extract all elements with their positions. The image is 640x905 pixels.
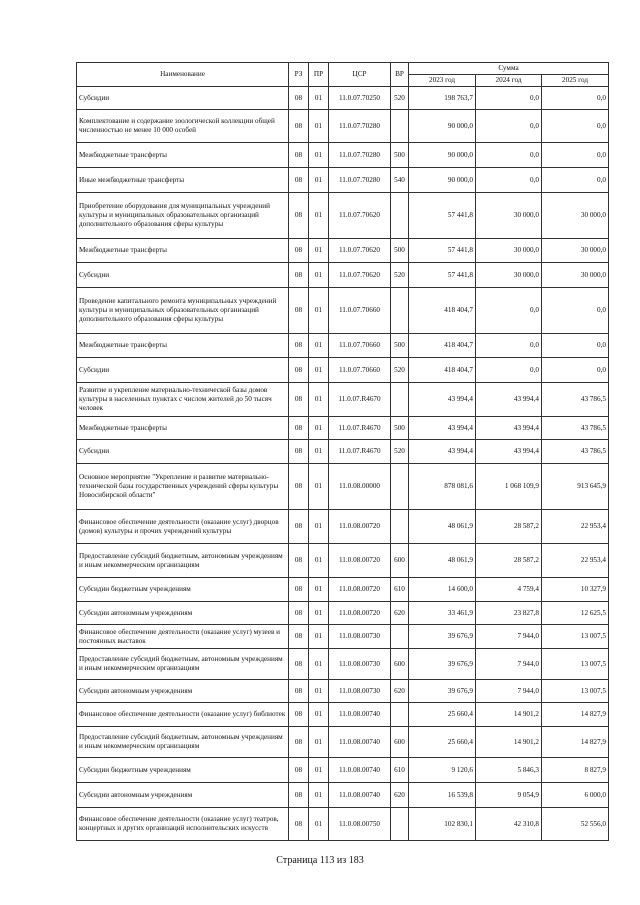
page-footer: Страница 113 из 183 [276, 855, 364, 866]
row-pr: 01 [309, 758, 329, 783]
row-vr: 620 [391, 602, 409, 625]
table-body [77, 87, 609, 841]
row-2025: 30 000,0 [542, 239, 609, 263]
row-vr [391, 808, 409, 841]
row-name: Межбюджетные трансферты [77, 239, 289, 263]
row-pr: 01 [309, 703, 329, 727]
row-2024: 4 759,4 [476, 578, 542, 602]
header-name: Наименование [77, 63, 289, 87]
row-vr: 610 [391, 578, 409, 602]
row-rz: 08 [289, 625, 309, 649]
row-2024: 0,0 [476, 288, 542, 334]
row-name: Предоставление субсидий бюджетным, автономным учреждениям и иным некоммерческим организациям [77, 649, 289, 680]
table-row [77, 143, 609, 168]
row-2023: 198 763,7 [409, 87, 476, 110]
row-vr: 500 [391, 334, 409, 358]
row-name: Предоставление субсидий бюджетным, автономным учреждениям и иным некоммерческим организациям [77, 727, 289, 758]
row-pr: 01 [309, 334, 329, 358]
row-vr [391, 625, 409, 649]
row-2024: 14 901,2 [476, 703, 542, 727]
row-2023: 418 404,7 [409, 288, 476, 334]
header-csr: ЦСР [329, 63, 391, 87]
row-rz: 08 [289, 358, 309, 383]
row-2024: 1 068 109,9 [476, 464, 542, 510]
row-pr: 01 [309, 87, 329, 110]
table-row [77, 649, 609, 680]
row-name: Субсидии автономным учреждениям [77, 680, 289, 703]
row-2024: 0,0 [476, 143, 542, 168]
row-pr: 01 [309, 625, 329, 649]
row-vr: 500 [391, 417, 409, 440]
row-2023: 878 081,6 [409, 464, 476, 510]
table-row [77, 602, 609, 625]
row-2023: 90 000,0 [409, 110, 476, 143]
row-csr: 11.0.08.00740 [329, 727, 391, 758]
row-csr: 11.0.08.00730 [329, 625, 391, 649]
row-csr: 11.0.08.00720 [329, 510, 391, 544]
row-2023: 57 441,8 [409, 263, 476, 288]
row-2025: 0,0 [542, 168, 609, 193]
table-row [77, 578, 609, 602]
row-pr: 01 [309, 110, 329, 143]
row-pr: 01 [309, 143, 329, 168]
row-rz: 08 [289, 288, 309, 334]
row-2025: 13 007,5 [542, 680, 609, 703]
row-vr: 600 [391, 544, 409, 578]
row-pr: 01 [309, 417, 329, 440]
row-pr: 01 [309, 168, 329, 193]
table-row [77, 680, 609, 703]
row-2023: 90 000,0 [409, 168, 476, 193]
row-2025: 52 556,0 [542, 808, 609, 841]
row-rz: 08 [289, 510, 309, 544]
row-2023: 48 061,9 [409, 510, 476, 544]
row-vr [391, 110, 409, 143]
row-2023: 57 441,8 [409, 239, 476, 263]
row-2025: 0,0 [542, 87, 609, 110]
row-2024: 43 994,4 [476, 417, 542, 440]
row-rz: 08 [289, 110, 309, 143]
row-rz: 08 [289, 808, 309, 841]
row-name: Субсидии [77, 87, 289, 110]
table-row [77, 193, 609, 239]
row-csr: 11.0.08.00740 [329, 783, 391, 808]
row-vr: 500 [391, 239, 409, 263]
row-csr: 11.0.07.70660 [329, 358, 391, 383]
row-csr: 11.0.07.R4670 [329, 417, 391, 440]
row-csr: 11.0.07.70280 [329, 168, 391, 193]
table-row [77, 263, 609, 288]
row-csr: 11.0.07.70280 [329, 143, 391, 168]
row-pr: 01 [309, 358, 329, 383]
table-row [77, 383, 609, 417]
row-2023: 102 830,1 [409, 808, 476, 841]
row-rz: 08 [289, 544, 309, 578]
table-row [77, 758, 609, 783]
row-2023: 9 120,6 [409, 758, 476, 783]
row-2023: 90 000,0 [409, 143, 476, 168]
header-2025: 2025 год [542, 75, 609, 87]
row-vr [391, 464, 409, 510]
row-2024: 30 000,0 [476, 239, 542, 263]
row-rz: 08 [289, 239, 309, 263]
table-row [77, 464, 609, 510]
row-pr: 01 [309, 783, 329, 808]
row-2023: 25 660,4 [409, 727, 476, 758]
row-rz: 08 [289, 168, 309, 193]
row-vr: 620 [391, 783, 409, 808]
row-2023: 39 676,9 [409, 625, 476, 649]
row-2025: 43 786,5 [542, 383, 609, 417]
table-row [77, 440, 609, 464]
row-2024: 0,0 [476, 87, 542, 110]
row-pr: 01 [309, 288, 329, 334]
row-2024: 28 587,2 [476, 544, 542, 578]
row-2024: 0,0 [476, 358, 542, 383]
row-2025: 0,0 [542, 334, 609, 358]
row-csr: 11.0.07.R4670 [329, 383, 391, 417]
row-rz: 08 [289, 143, 309, 168]
row-2023: 33 461,9 [409, 602, 476, 625]
row-rz: 08 [289, 578, 309, 602]
header-2024: 2024 год [476, 75, 542, 87]
row-csr: 11.0.08.00730 [329, 680, 391, 703]
row-rz: 08 [289, 602, 309, 625]
row-rz: 08 [289, 703, 309, 727]
row-2023: 39 676,9 [409, 680, 476, 703]
row-name: Развитие и укрепление материально-технической базы домов культуры в населенных пунктах с числом жителей до 50 тысяч человек [77, 383, 289, 417]
row-vr [391, 288, 409, 334]
row-vr: 600 [391, 727, 409, 758]
row-rz: 08 [289, 680, 309, 703]
row-name: Субсидии [77, 358, 289, 383]
row-csr: 11.0.08.00720 [329, 602, 391, 625]
row-rz: 08 [289, 193, 309, 239]
row-rz: 08 [289, 464, 309, 510]
row-pr: 01 [309, 602, 329, 625]
header-2023: 2023 год [409, 75, 476, 87]
row-vr: 500 [391, 143, 409, 168]
row-name: Финансовое обеспечение деятельности (оказание услуг) театров, концертных и других организаций исполнительских искусств [77, 808, 289, 841]
row-name: Субсидии автономным учреждениям [77, 783, 289, 808]
row-2023: 418 404,7 [409, 334, 476, 358]
row-2023: 43 994,4 [409, 440, 476, 464]
row-vr: 520 [391, 358, 409, 383]
row-name: Финансовое обеспечение деятельности (оказание услуг) музеев и постоянных выставок [77, 625, 289, 649]
table-row [77, 110, 609, 143]
row-2024: 43 994,4 [476, 383, 542, 417]
header-sum: Сумма [409, 63, 609, 75]
row-2024: 30 000,0 [476, 193, 542, 239]
row-pr: 01 [309, 544, 329, 578]
row-2025: 0,0 [542, 143, 609, 168]
table-row [77, 510, 609, 544]
row-vr: 610 [391, 758, 409, 783]
table-row [77, 334, 609, 358]
row-name: Межбюджетные трансферты [77, 417, 289, 440]
row-2024: 7 944,0 [476, 680, 542, 703]
header-rz: РЗ [289, 63, 309, 87]
row-name: Иные межбюджетные трансферты [77, 168, 289, 193]
row-2025: 0,0 [542, 358, 609, 383]
row-2023: 48 061,9 [409, 544, 476, 578]
budget-table [76, 62, 609, 841]
row-name: Предоставление субсидий бюджетным, автономным учреждениям и иным некоммерческим организациям [77, 544, 289, 578]
row-vr [391, 193, 409, 239]
row-2024: 0,0 [476, 334, 542, 358]
row-name: Субсидии [77, 263, 289, 288]
row-pr: 01 [309, 510, 329, 544]
row-2025: 913 645,9 [542, 464, 609, 510]
row-2025: 30 000,0 [542, 263, 609, 288]
row-name: Субсидии бюджетным учреждениям [77, 578, 289, 602]
table-row [77, 417, 609, 440]
row-rz: 08 [289, 417, 309, 440]
row-rz: 08 [289, 383, 309, 417]
row-2023: 418 404,7 [409, 358, 476, 383]
header-pr: ПР [309, 63, 329, 87]
row-2025: 10 327,9 [542, 578, 609, 602]
row-rz: 08 [289, 334, 309, 358]
row-2025: 30 000,0 [542, 193, 609, 239]
row-name: Субсидии автономным учреждениям [77, 602, 289, 625]
row-rz: 08 [289, 727, 309, 758]
row-csr: 11.0.08.00720 [329, 544, 391, 578]
table-row [77, 168, 609, 193]
row-vr [391, 703, 409, 727]
row-name: Финансовое обеспечение деятельности (оказание услуг) дворцов (домов) культуры и прочих учреждений культуры [77, 510, 289, 544]
row-csr: 11.0.07.70620 [329, 239, 391, 263]
row-vr [391, 510, 409, 544]
row-csr: 11.0.07.70280 [329, 110, 391, 143]
row-pr: 01 [309, 263, 329, 288]
row-2023: 16 539,8 [409, 783, 476, 808]
row-2025: 13 007,5 [542, 625, 609, 649]
table-row [77, 703, 609, 727]
table-row [77, 358, 609, 383]
table-row [77, 87, 609, 110]
row-2024: 23 827,8 [476, 602, 542, 625]
row-2025: 13 007,5 [542, 649, 609, 680]
row-csr: 11.0.07.R4670 [329, 440, 391, 464]
row-rz: 08 [289, 758, 309, 783]
row-2025: 22 953,4 [542, 544, 609, 578]
row-csr: 11.0.07.70660 [329, 288, 391, 334]
row-csr: 11.0.08.00730 [329, 649, 391, 680]
row-2023: 57 441,8 [409, 193, 476, 239]
row-2023: 43 994,4 [409, 417, 476, 440]
row-2023: 14 600,0 [409, 578, 476, 602]
row-2024: 0,0 [476, 110, 542, 143]
row-name: Приобретение оборудования для муниципальных учреждений культуры и муниципальных образовательных организаций дополнительного образования сферы культуры [77, 193, 289, 239]
row-vr [391, 383, 409, 417]
table-row [77, 808, 609, 841]
row-2024: 14 901,2 [476, 727, 542, 758]
row-2025: 0,0 [542, 110, 609, 143]
row-vr: 620 [391, 680, 409, 703]
row-2025: 8 827,9 [542, 758, 609, 783]
row-rz: 08 [289, 440, 309, 464]
row-csr: 11.0.07.70250 [329, 87, 391, 110]
row-2024: 0,0 [476, 168, 542, 193]
row-2025: 43 786,5 [542, 417, 609, 440]
row-vr: 520 [391, 440, 409, 464]
row-name: Основное мероприятие "Укрепление и развитие материально-технической базы государственных учреждений сферы культуры Новосибирской области" [77, 464, 289, 510]
row-csr: 11.0.07.70660 [329, 334, 391, 358]
table-row [77, 288, 609, 334]
row-pr: 01 [309, 383, 329, 417]
row-pr: 01 [309, 727, 329, 758]
row-2024: 43 994,4 [476, 440, 542, 464]
row-name: Комплектование и содержание зоологической коллекции общей численностью не менее 10 000 особей [77, 110, 289, 143]
row-csr: 11.0.08.00750 [329, 808, 391, 841]
header-vr: ВР [391, 63, 409, 87]
table-row [77, 727, 609, 758]
row-name: Субсидии [77, 440, 289, 464]
row-pr: 01 [309, 464, 329, 510]
row-2025: 12 625,5 [542, 602, 609, 625]
row-2024: 30 000,0 [476, 263, 542, 288]
row-2023: 43 994,4 [409, 383, 476, 417]
row-csr: 11.0.08.00000 [329, 464, 391, 510]
row-pr: 01 [309, 578, 329, 602]
row-2024: 5 846,3 [476, 758, 542, 783]
row-pr: 01 [309, 193, 329, 239]
table-row [77, 544, 609, 578]
row-2025: 43 786,5 [542, 440, 609, 464]
row-2025: 14 827,9 [542, 727, 609, 758]
row-2024: 28 587,2 [476, 510, 542, 544]
row-pr: 01 [309, 649, 329, 680]
row-csr: 11.0.08.00740 [329, 758, 391, 783]
row-2025: 6 000,0 [542, 783, 609, 808]
row-2025: 14 827,9 [542, 703, 609, 727]
row-name: Субсидии бюджетным учреждениям [77, 758, 289, 783]
row-2025: 22 953,4 [542, 510, 609, 544]
row-vr: 520 [391, 263, 409, 288]
row-rz: 08 [289, 649, 309, 680]
row-name: Межбюджетные трансферты [77, 334, 289, 358]
row-name: Проведение капитального ремонта муниципальных учреждений культуры и муниципальных образовательных организаций дополнительного образования сферы культуры [77, 288, 289, 334]
table-row [77, 625, 609, 649]
row-vr: 600 [391, 649, 409, 680]
row-vr: 540 [391, 168, 409, 193]
row-pr: 01 [309, 239, 329, 263]
row-2024: 7 944,0 [476, 649, 542, 680]
row-2024: 42 310,8 [476, 808, 542, 841]
row-csr: 11.0.07.70620 [329, 193, 391, 239]
row-rz: 08 [289, 87, 309, 110]
row-name: Финансовое обеспечение деятельности (оказание услуг) библиотек [77, 703, 289, 727]
table-row [77, 239, 609, 263]
row-rz: 08 [289, 783, 309, 808]
row-csr: 11.0.08.00740 [329, 703, 391, 727]
row-name: Межбюджетные трансферты [77, 143, 289, 168]
row-2023: 39 676,9 [409, 649, 476, 680]
row-rz: 08 [289, 263, 309, 288]
row-2024: 7 944,0 [476, 625, 542, 649]
row-2024: 9 054,9 [476, 783, 542, 808]
row-pr: 01 [309, 440, 329, 464]
row-vr: 520 [391, 87, 409, 110]
row-pr: 01 [309, 808, 329, 841]
row-2025: 0,0 [542, 288, 609, 334]
table-row [77, 783, 609, 808]
row-csr: 11.0.07.70620 [329, 263, 391, 288]
row-csr: 11.0.08.00720 [329, 578, 391, 602]
row-pr: 01 [309, 680, 329, 703]
row-2023: 25 660,4 [409, 703, 476, 727]
